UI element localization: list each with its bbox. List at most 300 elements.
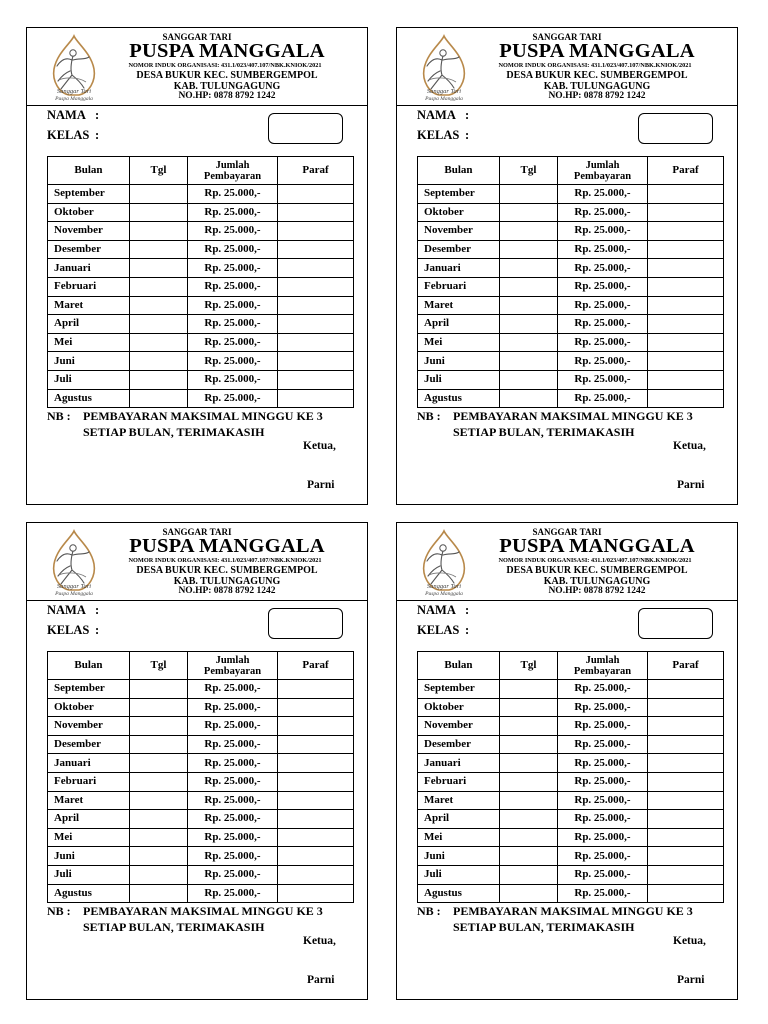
table-row: [418, 680, 724, 699]
amount-cell: Rp. 25.000,-: [558, 735, 648, 754]
table-header-row: [418, 157, 724, 185]
signature-cell: [648, 810, 724, 829]
payment-note: [47, 903, 323, 935]
date-cell: [130, 828, 188, 847]
amount-cell: Rp. 25.000,-: [558, 352, 648, 371]
date-cell: [500, 717, 558, 736]
amount-cell: Rp. 25.000,-: [188, 847, 278, 866]
table-row: [48, 772, 354, 791]
sanggar-label: SANGGAR TARI: [162, 32, 232, 42]
header-jumlah-line2: Pembayaran: [573, 665, 632, 677]
amount-cell: Rp. 25.000,-: [558, 240, 648, 259]
signature-cell: [278, 277, 354, 296]
org-village: DESA BUKUR KEC. SUMBERGEMPOL: [136, 70, 318, 81]
month-cell: Desember: [48, 735, 130, 754]
header-tgl: Tgl: [500, 652, 558, 680]
date-cell: [500, 847, 558, 866]
amount-cell: Rp. 25.000,-: [558, 370, 648, 389]
date-cell: [130, 203, 188, 222]
kelas-field: [417, 128, 469, 143]
signature-cell: [278, 680, 354, 699]
note-line2: SETIAP BULAN, TERIMAKASIH: [453, 425, 635, 439]
month-cell: Oktober: [48, 203, 130, 222]
svg-text:Puspa Manggala: Puspa Manggala: [425, 96, 463, 102]
signature-cell: [278, 865, 354, 884]
ketua-label: Ketua,: [303, 935, 336, 947]
amount-cell: Rp. 25.000,-: [188, 240, 278, 259]
payment-table: [47, 156, 354, 408]
table-row: [48, 203, 354, 222]
table-header-row: [418, 652, 724, 680]
signature-cell: [278, 389, 354, 408]
header-jumlah: [188, 652, 278, 680]
amount-cell: Rp. 25.000,-: [188, 791, 278, 810]
nama-colon: :: [95, 108, 100, 122]
month-cell: Juli: [48, 865, 130, 884]
month-cell: April: [418, 315, 500, 334]
month-cell: Agustus: [48, 884, 130, 903]
org-title: PUSPA MANGGALA: [499, 535, 695, 557]
header-bulan: Bulan: [48, 157, 130, 185]
table-row: [418, 754, 724, 773]
nama-field: [47, 603, 99, 618]
payment-card-bottom-left: [26, 522, 368, 1000]
date-cell: [130, 222, 188, 241]
table-row: [418, 698, 724, 717]
amount-cell: Rp. 25.000,-: [188, 389, 278, 408]
org-village: DESA BUKUR KEC. SUMBERGEMPOL: [136, 565, 318, 576]
card-header: [397, 28, 737, 106]
amount-cell: Rp. 25.000,-: [558, 222, 648, 241]
signature-cell: [648, 717, 724, 736]
amount-cell: Rp. 25.000,-: [188, 370, 278, 389]
date-cell: [500, 865, 558, 884]
date-cell: [130, 185, 188, 204]
table-row: [418, 791, 724, 810]
svg-text:Sanggar Tari: Sanggar Tari: [56, 583, 92, 590]
date-cell: [130, 680, 188, 699]
date-cell: [130, 754, 188, 773]
kelas-colon: :: [465, 128, 470, 142]
month-cell: November: [48, 717, 130, 736]
amount-cell: Rp. 25.000,-: [188, 810, 278, 829]
date-cell: [130, 810, 188, 829]
month-cell: Desember: [418, 240, 500, 259]
org-regency: KAB. TULUNGAGUNG: [173, 576, 281, 587]
signature-cell: [648, 259, 724, 278]
signature-cell: [648, 296, 724, 315]
date-cell: [130, 772, 188, 791]
table-row: [48, 296, 354, 315]
header-paraf: Paraf: [278, 652, 354, 680]
month-cell: Mei: [48, 333, 130, 352]
amount-cell: Rp. 25.000,-: [188, 680, 278, 699]
header-tgl: Tgl: [130, 652, 188, 680]
date-cell: [500, 370, 558, 389]
month-cell: Januari: [48, 754, 130, 773]
date-cell: [130, 333, 188, 352]
note-prefix: NB :: [47, 409, 71, 423]
signature-cell: [278, 772, 354, 791]
date-cell: [130, 240, 188, 259]
table-row: [48, 735, 354, 754]
table-row: [418, 370, 724, 389]
date-cell: [500, 352, 558, 371]
signature-cell: [278, 884, 354, 903]
org-phone: NO.HP: 0878 8792 1242: [548, 91, 646, 101]
table-row: [48, 222, 354, 241]
org-regency: KAB. TULUNGAGUNG: [543, 576, 651, 587]
month-cell: Februari: [48, 772, 130, 791]
signature-cell: [648, 772, 724, 791]
header-tgl: Tgl: [130, 157, 188, 185]
table-row: [48, 259, 354, 278]
month-cell: September: [418, 185, 500, 204]
amount-cell: Rp. 25.000,-: [558, 828, 648, 847]
month-cell: Maret: [48, 791, 130, 810]
month-cell: Oktober: [418, 698, 500, 717]
month-cell: April: [48, 315, 130, 334]
payment-note: [417, 408, 693, 440]
date-cell: [130, 884, 188, 903]
amount-cell: Rp. 25.000,-: [188, 277, 278, 296]
sanggar-label: SANGGAR TARI: [532, 32, 602, 42]
ketua-label: Ketua,: [303, 440, 336, 452]
month-cell: November: [48, 222, 130, 241]
signature-cell: [648, 735, 724, 754]
amount-cell: Rp. 25.000,-: [188, 865, 278, 884]
date-cell: [130, 389, 188, 408]
date-cell: [500, 296, 558, 315]
table-row: [418, 772, 724, 791]
kelas-label: KELAS: [417, 623, 460, 637]
month-cell: Mei: [418, 333, 500, 352]
amount-cell: Rp. 25.000,-: [188, 222, 278, 241]
org-phone: NO.HP: 0878 8792 1242: [178, 91, 276, 101]
signature-cell: [278, 296, 354, 315]
amount-cell: Rp. 25.000,-: [188, 828, 278, 847]
amount-cell: Rp. 25.000,-: [558, 754, 648, 773]
note-line1: PEMBAYARAN MAKSIMAL MINGGU KE 3: [453, 409, 693, 423]
month-cell: November: [418, 717, 500, 736]
month-cell: Februari: [48, 277, 130, 296]
svg-text:Puspa Manggala: Puspa Manggala: [425, 591, 463, 597]
amount-cell: Rp. 25.000,-: [188, 259, 278, 278]
card-header: [27, 28, 367, 106]
signature-cell: [648, 828, 724, 847]
org-regency: KAB. TULUNGAGUNG: [543, 81, 651, 92]
date-cell: [500, 735, 558, 754]
amount-cell: Rp. 25.000,-: [558, 698, 648, 717]
month-cell: Februari: [418, 772, 500, 791]
month-cell: Agustus: [48, 389, 130, 408]
signature-cell: [648, 203, 724, 222]
signature-cell: [278, 717, 354, 736]
date-cell: [130, 698, 188, 717]
month-cell: Juni: [48, 847, 130, 866]
note-line2: SETIAP BULAN, TERIMAKASIH: [83, 425, 265, 439]
payment-table: [47, 651, 354, 903]
table-row: [418, 389, 724, 408]
date-cell: [500, 698, 558, 717]
nama-colon: :: [465, 603, 470, 617]
kelas-label: KELAS: [47, 623, 90, 637]
month-cell: Juni: [418, 352, 500, 371]
signature-cell: [278, 203, 354, 222]
signature-cell: [648, 389, 724, 408]
date-cell: [500, 810, 558, 829]
signature-cell: [648, 185, 724, 204]
photo-stamp-box: [268, 608, 343, 639]
nama-colon: :: [465, 108, 470, 122]
month-cell: April: [418, 810, 500, 829]
table-row: [418, 296, 724, 315]
month-cell: November: [418, 222, 500, 241]
kelas-colon: :: [95, 128, 100, 142]
signature-cell: [648, 315, 724, 334]
header-paraf: Paraf: [648, 157, 724, 185]
month-cell: Agustus: [418, 884, 500, 903]
amount-cell: Rp. 25.000,-: [188, 717, 278, 736]
date-cell: [500, 884, 558, 903]
nama-label: NAMA: [47, 603, 86, 617]
nama-colon: :: [95, 603, 100, 617]
date-cell: [500, 222, 558, 241]
header-tgl: Tgl: [500, 157, 558, 185]
month-cell: Juni: [418, 847, 500, 866]
header-paraf: Paraf: [278, 157, 354, 185]
svg-text:Puspa Manggala: Puspa Manggala: [55, 591, 93, 597]
date-cell: [130, 717, 188, 736]
nama-label: NAMA: [47, 108, 86, 122]
table-row: [48, 680, 354, 699]
signature-cell: [278, 735, 354, 754]
amount-cell: Rp. 25.000,-: [188, 754, 278, 773]
signature-cell: [278, 259, 354, 278]
date-cell: [500, 185, 558, 204]
month-cell: Januari: [48, 259, 130, 278]
header-jumlah: [558, 157, 648, 185]
amount-cell: Rp. 25.000,-: [558, 185, 648, 204]
signature-cell: [278, 352, 354, 371]
amount-cell: Rp. 25.000,-: [188, 735, 278, 754]
kelas-colon: :: [465, 623, 470, 637]
kelas-label: KELAS: [417, 128, 460, 142]
org-regency: KAB. TULUNGAGUNG: [173, 81, 281, 92]
month-cell: Januari: [418, 754, 500, 773]
month-cell: Oktober: [418, 203, 500, 222]
table-header-row: [48, 652, 354, 680]
date-cell: [500, 240, 558, 259]
table-row: [48, 791, 354, 810]
org-phone: NO.HP: 0878 8792 1242: [548, 586, 646, 596]
table-row: [418, 717, 724, 736]
org-registration-number: NOMOR INDUK ORGANISASI: 431.1/023/407.107/NBK.KNIOK/2021: [128, 557, 322, 564]
payment-card-top-left: [26, 27, 368, 505]
table-row: [48, 754, 354, 773]
amount-cell: Rp. 25.000,-: [558, 865, 648, 884]
month-cell: Mei: [48, 828, 130, 847]
header-jumlah-line1: Jumlah: [585, 159, 620, 171]
month-cell: Juli: [48, 370, 130, 389]
signature-cell: [278, 185, 354, 204]
amount-cell: Rp. 25.000,-: [188, 296, 278, 315]
month-cell: Maret: [418, 791, 500, 810]
table-row: [48, 277, 354, 296]
month-cell: April: [48, 810, 130, 829]
header-jumlah-line1: Jumlah: [585, 654, 620, 666]
photo-stamp-box: [638, 608, 713, 639]
note-line1: PEMBAYARAN MAKSIMAL MINGGU KE 3: [83, 409, 323, 423]
amount-cell: Rp. 25.000,-: [188, 698, 278, 717]
photo-stamp-box: [638, 113, 713, 144]
month-cell: Maret: [418, 296, 500, 315]
amount-cell: Rp. 25.000,-: [558, 296, 648, 315]
signature-cell: [278, 698, 354, 717]
note-line1: PEMBAYARAN MAKSIMAL MINGGU KE 3: [453, 904, 693, 918]
amount-cell: Rp. 25.000,-: [188, 185, 278, 204]
kelas-label: KELAS: [47, 128, 90, 142]
date-cell: [500, 259, 558, 278]
date-cell: [130, 865, 188, 884]
signatory-name: Parni: [677, 479, 705, 491]
table-row: [48, 315, 354, 334]
header-bulan: Bulan: [418, 652, 500, 680]
date-cell: [500, 754, 558, 773]
signature-cell: [278, 240, 354, 259]
table-row: [418, 810, 724, 829]
amount-cell: Rp. 25.000,-: [188, 352, 278, 371]
table-row: [418, 277, 724, 296]
table-row: [48, 717, 354, 736]
org-registration-number: NOMOR INDUK ORGANISASI: 431.1/023/407.107/NBK.KNIOK/2021: [498, 557, 692, 564]
payment-table: [417, 651, 724, 903]
header-jumlah-line1: Jumlah: [215, 159, 250, 171]
amount-cell: Rp. 25.000,-: [558, 277, 648, 296]
payment-note: [47, 408, 323, 440]
amount-cell: Rp. 25.000,-: [558, 847, 648, 866]
table-row: [48, 333, 354, 352]
signature-cell: [278, 754, 354, 773]
payment-card-top-right: [396, 27, 738, 505]
amount-cell: Rp. 25.000,-: [188, 315, 278, 334]
nama-field: [417, 603, 469, 618]
kelas-field: [47, 128, 99, 143]
table-header-row: [48, 157, 354, 185]
table-row: [418, 315, 724, 334]
header-jumlah: [558, 652, 648, 680]
month-cell: Juni: [48, 352, 130, 371]
date-cell: [130, 370, 188, 389]
table-row: [48, 810, 354, 829]
signature-cell: [278, 315, 354, 334]
payment-table: [417, 156, 724, 408]
kelas-colon: :: [95, 623, 100, 637]
date-cell: [500, 772, 558, 791]
table-row: [48, 698, 354, 717]
org-registration-number: NOMOR INDUK ORGANISASI: 431.1/023/407.107/NBK.KNIOK/2021: [128, 62, 322, 69]
month-cell: Oktober: [48, 698, 130, 717]
month-cell: September: [48, 680, 130, 699]
amount-cell: Rp. 25.000,-: [188, 884, 278, 903]
svg-text:Puspa Manggala: Puspa Manggala: [55, 96, 93, 102]
signature-cell: [648, 884, 724, 903]
header-paraf: Paraf: [648, 652, 724, 680]
month-cell: Maret: [48, 296, 130, 315]
signature-cell: [648, 222, 724, 241]
card-header: [27, 523, 367, 601]
header-bulan: Bulan: [418, 157, 500, 185]
signature-cell: [278, 370, 354, 389]
note-prefix: NB :: [47, 904, 71, 918]
date-cell: [500, 333, 558, 352]
signature-cell: [648, 240, 724, 259]
signature-cell: [278, 222, 354, 241]
date-cell: [500, 203, 558, 222]
nama-label: NAMA: [417, 108, 456, 122]
signature-cell: [648, 698, 724, 717]
table-row: [48, 185, 354, 204]
table-row: [48, 865, 354, 884]
svg-text:Sanggar Tari: Sanggar Tari: [56, 88, 92, 95]
svg-text:Sanggar Tari: Sanggar Tari: [426, 583, 462, 590]
header-jumlah-line2: Pembayaran: [203, 170, 262, 182]
amount-cell: Rp. 25.000,-: [558, 203, 648, 222]
signatory-name: Parni: [307, 479, 335, 491]
org-village: DESA BUKUR KEC. SUMBERGEMPOL: [506, 70, 688, 81]
photo-stamp-box: [268, 113, 343, 144]
signature-cell: [278, 847, 354, 866]
amount-cell: Rp. 25.000,-: [188, 333, 278, 352]
table-row: [418, 352, 724, 371]
amount-cell: Rp. 25.000,-: [558, 717, 648, 736]
month-cell: September: [48, 185, 130, 204]
sanggar-label: SANGGAR TARI: [532, 527, 602, 537]
date-cell: [500, 828, 558, 847]
table-row: [418, 240, 724, 259]
kelas-field: [417, 623, 469, 638]
table-row: [48, 828, 354, 847]
signature-cell: [278, 791, 354, 810]
month-cell: Mei: [418, 828, 500, 847]
payment-note: [417, 903, 693, 935]
signature-cell: [648, 847, 724, 866]
table-row: [48, 847, 354, 866]
card-header: [397, 523, 737, 601]
date-cell: [500, 277, 558, 296]
date-cell: [500, 791, 558, 810]
signature-cell: [648, 865, 724, 884]
table-row: [418, 203, 724, 222]
table-row: [418, 259, 724, 278]
signature-cell: [278, 828, 354, 847]
amount-cell: Rp. 25.000,-: [558, 772, 648, 791]
svg-text:Sanggar Tari: Sanggar Tari: [426, 88, 462, 95]
note-line1: PEMBAYARAN MAKSIMAL MINGGU KE 3: [83, 904, 323, 918]
month-cell: Agustus: [418, 389, 500, 408]
header-bulan: Bulan: [48, 652, 130, 680]
table-row: [48, 884, 354, 903]
note-prefix: NB :: [417, 904, 441, 918]
signature-cell: [278, 333, 354, 352]
date-cell: [130, 735, 188, 754]
date-cell: [130, 296, 188, 315]
date-cell: [500, 680, 558, 699]
note-line2: SETIAP BULAN, TERIMAKASIH: [453, 920, 635, 934]
amount-cell: Rp. 25.000,-: [558, 333, 648, 352]
header-jumlah-line2: Pembayaran: [203, 665, 262, 677]
table-row: [418, 847, 724, 866]
